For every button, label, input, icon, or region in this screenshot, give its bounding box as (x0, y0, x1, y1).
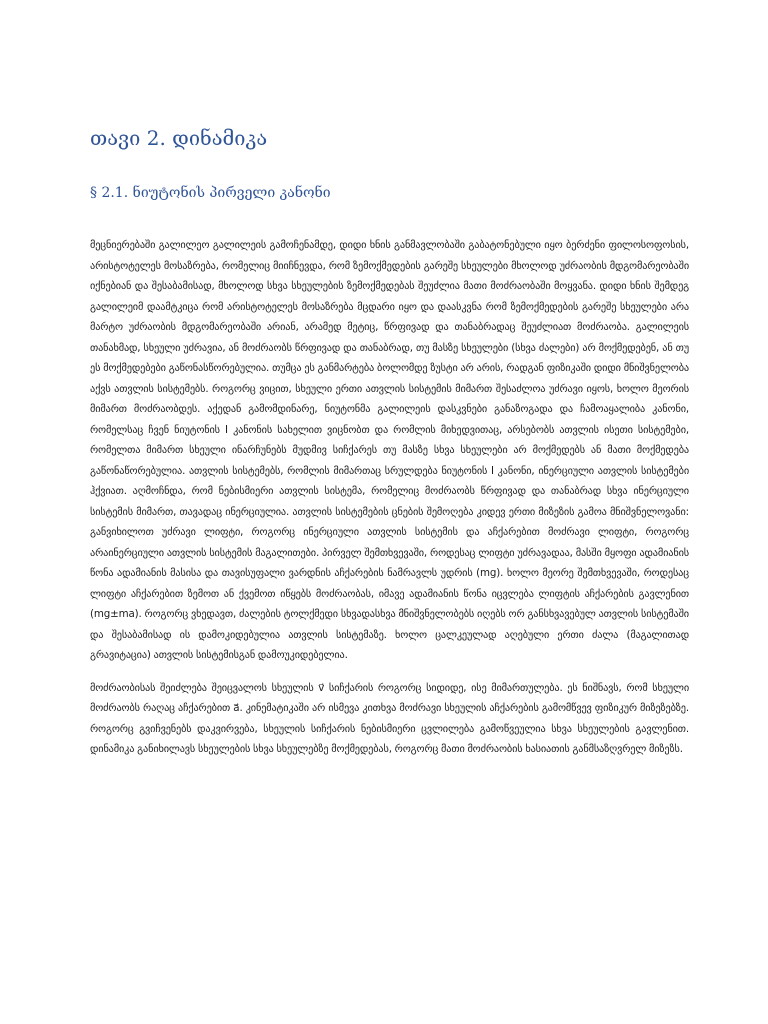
body-text (90, 235, 689, 760)
paragraph: მეცნიერებაში გალილეო გალილეის გამოჩენამდე, დიდი ხნის განმავლობაში გაბატონებული იყო ბერძენი ფილოსოფოსის, არისტოტელეს მოსაზრება, რომელიც მიიჩნევდა, რომ ზემოქმედების გარეშე სხეულები მხოლოდ უძრაობის მდგომარეობაში იქნებიან და შესაბამისად, მხოლოდ სხვა სხეულების ზემოქმედებას შეუძლია მათი მოძრაობაში მოყვანა. დიდი ხნის შემდეგ გალილეიმ დაამტკიცა რომ არისტოტელეს მოსაზრება მცდარი იყო და დაასკვნა რომ ზემოქმედების გარეშე სხეულები არა მარტო უძრაობის მდგომარეობაში არიან, არამედ მეტიც, წრფივად და თანაბრადაც შეუძლიათ მოძრაობა. გალილეის თანახმად, სხეული უძრავია, ან მოძრაობს წრფივად და თანაბრად, თუ მასზე სხეულები (სხვა ძალები) არ მოქმედებენ, ან თუ ეს მოქმედებები გაწონასწორებულია. თუმცა ეს განმარტება ბოლომდე ზუსტი არ არის, რადგან ფიზიკაში დიდი მნიშვნელობა აქვს ათვლის სისტემებს. როგორც ვიცით, სხეული ერთი ათვლის სისტემის მიმართ შესაძლოა უძრავი იყოს, ხოლო მეორის მიმართ მოძრაობდეს. აქედან გამომდინარე, ნიუტონმა გალილეის დასკვნები განაზოგადა და ჩამოაყალიბა კანონი, რომელსაც ჩვენ ნიუტონის I კანონის სახელით ვიცნობთ და რომლის მიხედვითაც, არსებობს ათვლის ისეთი სისტემები, რომელთა მიმართ სხეული ინარჩუნებს მუდმივ სიჩქარეს თუ მასზე სხვა სხეულები არ მოქმედებს ან მათი მოქმედება გაწონაწორებულია. ათვლის სისტემებს, რომლის მიმართაც სრულდება ნიუტონის I კანონი, ინერციული ათვლის სისტემები ჰქვიათ. აღმოჩნდა, რომ ნებისმიერი ათვლის სისტემა, რომელიც მოძრაობს წრფივად და თანაბრად სხვა ინერციული სისტემის მიმართ, თავადაც ინერციულია. ათვლის სისტემების ცნების შემოღება კიდევ ერთი მიზეზის გამოა მნიშვნელოვანი: განვიხილოთ უძრავი ლიფტი, როგორც ინერციული ათვლის სისტემის და აჩქარებით მოძრავი ლიფტი, როგორც არაინერციული ათვლის სისტემის მაგალითები. პირველ შემთხვევაში, როდესაც ლიფტი უძრავადაა, მასში მყოფი ადამიანის წონა ადამიანის მასისა და თავისუფალი ვარდნის აჩქარების ნამრავლს უდრის (mg). ხოლო მეორე შემთხვევაში, როდესაც ლიფტი აჩქარებით ზემოთ ან ქვემოთ იწყებს მოძრაობას, იმავე ადამიანის წონა იცვლება ლიფტის აჩქარების გავლენით (mg±ma). როგორც ვხედავთ, ძალების ტოლქმედი სხვადასხვა მნიშვნელობებს იღებს ორ განსხვავებულ ათვლის სისტემაში და შესაბამისად ის დამოკიდებულია ათვლის სისტემაზე. ხოლო ცალკეულად აღებული ერთი ძალა (მაგალითად გრავიტაცია) ათვლის სისტემისგან დამოუკიდებელია. (90, 239, 689, 661)
section-title: § 2.1. ნიუტონის პირველი კანონი (90, 185, 331, 201)
paragraph: მოძრაობისას შეიძლება შეიცვალოს სხეულის v⃗ სიჩქარის როგორც სიდიდე, ისე მიმართულება. ეს ნიშნავს, რომ სხეული მოძრაობს რაღაც აჩქარებით a⃗. კინემატიკაში არ ისმევა კითხვა მოძრავი სხეულის აჩქარების გამომწვევ ფიზიკურ მიზეზებზე. როგორც გვიჩვენებს დაკვირვება, სხეულის სიჩქარის ნებისმიერი ცვლილება გამოწვეულია სხვა სხეულების გავლენით. დინამიკა განიხილავს სხეულების სხვა სხეულებზე მოქმედებას, როგორც მათი მოძრაობის ხასიათის განმსაზღვრელ მიზეზს. (90, 681, 689, 755)
chapter-title: თავი 2. დინამიკა (90, 126, 268, 150)
